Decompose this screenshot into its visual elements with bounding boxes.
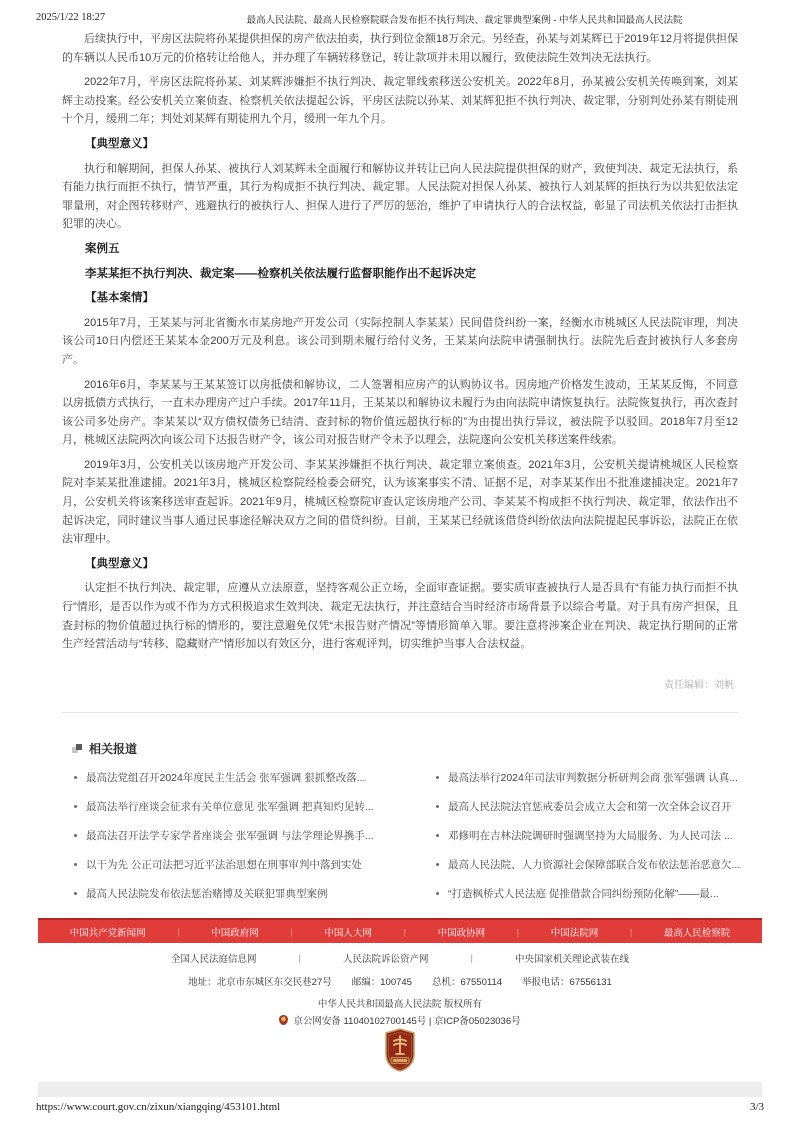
related-link[interactable]: 最高人民法院发布依法惩治赌博及关联犯罪典型案例 — [72, 887, 408, 901]
footer-beian-row — [38, 1013, 762, 1027]
related-reports-title: 相关报道 — [89, 742, 138, 756]
footer-postcode: 邮编：100745 — [351, 977, 412, 988]
bullet-icon — [74, 863, 77, 866]
related-link[interactable]: “打造枫桥式人民法庭 促推借款合同纠纷预防化解”——最... — [434, 887, 744, 901]
related-link[interactable]: 最高法举行座谈会征求有关单位意见 张军强调 把真知灼见转... — [72, 800, 408, 814]
related-reports-section — [72, 740, 744, 916]
print-footer-page-number: 3/3 — [749, 1101, 764, 1113]
related-link[interactable]: 最高法召开法学专家学者座谈会 张军强调 与法学理论界携手... — [72, 829, 408, 843]
nav-link-gov[interactable]: 中国政府网 — [211, 927, 259, 939]
nav-link-cpcnews[interactable]: 中国共产党新闻网 — [69, 927, 146, 939]
print-footer-url: https://www.court.gov.cn/zixun/xiangqing/453101.html — [36, 1101, 281, 1113]
bullet-icon — [74, 834, 77, 837]
responsible-editor: 责任编辑：刘帆 — [664, 680, 734, 691]
case-number-heading: 案例五 — [85, 242, 120, 255]
footer-copyright: 中华人民共和国最高人民法院 版权所有 — [317, 999, 483, 1010]
section-heading-typical-significance: 【典型意义】 — [85, 137, 154, 150]
nav-separator: | — [290, 926, 293, 937]
related-link[interactable]: 最高人民法院、人力资源社会保障部联合发布依法惩治恶意欠... — [434, 858, 744, 872]
nav-separator: | — [403, 926, 406, 937]
nav-separator: | — [177, 926, 180, 937]
bullet-icon — [74, 776, 77, 779]
bullet-icon — [436, 805, 439, 808]
nav-separator: | — [629, 926, 633, 937]
public-security-badge-icon — [279, 1015, 288, 1025]
footer-beian-text: 京公网安备 11040102700145号 | 京ICP备05023036号 — [293, 1016, 521, 1027]
related-link[interactable]: 邓修明在吉林法院调研时强调坚持为大局服务、为人民司法 ... — [434, 829, 744, 843]
nav-link-npc[interactable]: 中国人大网 — [324, 927, 372, 939]
nav-separator: | — [516, 926, 520, 937]
article-paragraph: 2022年7月，平房区法院将孙某、刘某辉涉嫌拒不执行判决、裁定罪线索移送公安机关。2022年8月，孙某被公安机关传唤到案，刘某辉主动投案。经公安机关立案侦查、检察机关依法提起公诉，平房区法院以孙某、刘某辉犯拒不执行判决、裁定罪，分别判处孙某有期徒刑十个月，缓刑二年；判处刘某辉有期徒刑九个月，缓刑一年九个月。 — [62, 76, 738, 126]
footer-report-phone: 举报电话：67556131 — [522, 977, 612, 988]
related-list-left — [72, 771, 408, 916]
related-link[interactable]: 最高法举行2024年司法审判数据分析研判会商 张军强调 认真... — [434, 771, 744, 785]
related-link[interactable]: 最高法党组召开2024年度民主生活会 张军强调 狠抓整改落... — [72, 771, 408, 785]
bullet-icon — [74, 805, 77, 808]
bullet-icon — [436, 776, 439, 779]
case-title-heading: 李某某拒不执行判决、裁定案——检察机关依法履行监督职能作出不起诉决定 — [85, 267, 476, 280]
footer-address: 地址：北京市东城区东交民巷27号 — [188, 977, 332, 988]
nav-link-chinacourt[interactable]: 中国法院网 — [550, 927, 599, 939]
shield-logo-icon — [384, 1028, 416, 1072]
bullet-icon — [436, 863, 439, 866]
print-datetime: 2025/1/22 18:27 — [36, 12, 106, 23]
partner-sites-navbar — [38, 918, 762, 943]
section-heading-basic-facts: 【基本案情】 — [85, 292, 154, 305]
article-body — [62, 30, 738, 660]
article-paragraph: 认定拒不执行判决、裁定罪，应遵从立法原意，坚持客观公正立场，全面审查证据。要实质审查被执行人是否具有“有能力执行而拒不执行”情形，是否以作为或不作为方式积极追求生效判决、裁定无法执行，并注意结合当时经济市场背景予以综合考量。对于具有房产担保，且查封标的物价值超过执行标的情形的，要注意避免仅凭“未报告财产情况”等情形简单入罪。要注意将涉案企业在判决、裁定执行期间的正常生产经营活动与“转移、隐藏财产”情形加以有效区分，进行客观评判，切实维护当事人合法权益。 — [62, 582, 738, 651]
footer-separator: | — [298, 952, 301, 964]
nav-link-spp[interactable]: 最高人民检察院 — [663, 927, 731, 939]
section-heading-typical-significance: 【典型意义】 — [85, 557, 154, 570]
related-reports-header — [72, 740, 744, 757]
print-footer — [36, 1101, 764, 1113]
related-list-right — [408, 771, 744, 916]
footer-switchboard: 总机：67550114 — [431, 977, 503, 988]
bullet-icon — [74, 892, 77, 895]
article-paragraph: 执行和解期间，担保人孙某、被执行人刘某辉未全面履行和解协议并转让已向人民法院提供担保的财产，致使判决、裁定无法执行，系有能力执行而拒不执行，情节严重，其行为构成拒不执行判决、裁定罪。人民法院对担保人孙某、被执行人刘某辉的拒执行为以共犯依法定罪量刑，对企图转移财产、逃避执行的被执行人、担保人进行了严厉的惩治，维护了申请执行人的合法权益，彰显了司法机关依法打击拒执犯罪的决心。 — [62, 162, 738, 231]
section-divider — [62, 712, 738, 713]
bullet-icon — [436, 834, 439, 837]
print-header — [36, 12, 764, 26]
article-paragraph: 2019年3月，公安机关以该房地产开发公司、李某某涉嫌拒不执行判决、裁定罪立案侦查。2021年3月，公安机关提请桃城区人民检察院对李某某批准逮捕。2021年3月，桃城区检察院经检委会研究，认为该案事实不清、证据不足，对李某某作出不批准逮捕决定。2021年7月，公安机关将该案移送审查起诉。2021年9月，桃城区检察院审查认定该房地产公司、李某某不构成拒不执行判决、裁定罪，依法作出不起诉决定，同时建议当事人通过民事途径解决双方之间的借贷纠纷。目前，王某某已经就该借贷纠纷依法向法院提起民事诉讼，法院正在依法审理中。 — [62, 458, 738, 546]
related-link[interactable]: 以干为先 公正司法把习近平法治思想在刑事审判中落到实处 — [72, 858, 408, 872]
footer-link-theory-online[interactable]: 中央国家机关理论武装在线 — [514, 954, 629, 965]
related-link[interactable]: 最高人民法院法官惩戒委员会成立大会和第一次全体会议召开 — [434, 800, 744, 814]
footer-address-row — [38, 974, 762, 988]
nav-link-cppcc[interactable]: 中国政协网 — [437, 927, 486, 939]
footer-link-litigation-assets[interactable]: 人民法院诉讼资产网 — [342, 954, 429, 965]
footer-separator: | — [470, 952, 473, 964]
article-paragraph: 2015年7月，王某某与河北省衡水市某房地产开发公司（实际控制人李某某）民间借贷纠纷一案，经衡水市桃城区人民法院审理，判决该公司10日内偿还王某某本金200万元及利息。该公司到期未履行给付义务，王某某向法院申请强制执行。法院先后查封被执行人多套房产。 — [62, 316, 738, 366]
article-paragraph: 后续执行中，平房区法院将孙某提供担保的房产依法拍卖，执行到位金额18万余元。另经查，孙某与刘某辉已于2019年12月将提供担保的车辆以人民币10万元的价格转让给他人，并办理了车辆转移登记，转让款项并未用以履行，致使法院生效判决无法执行。 — [62, 33, 738, 64]
page-title: 最高人民法院、最高人民检察院联合发布拒不执行判决、裁定罪典型案例 - 中华人民共和国最高人民法院 — [246, 15, 683, 26]
article-paragraph: 2016年6月，李某某与王某某签订以房抵债和解协议，二人签署相应房产的认购协议书。因房地产价格发生波动，王某某反悔，不同意以房抵债方式执行，一直未办理房产过户手续。2017年11月，王某某以和解协议未履行为由向法院申请恢复执行。法院恢复执行，再次查封该公司多处房产。李某某以“双方债权债务已结清、查封标的物价值远超执行标的”为由提出执行异议，被法院予以驳回。2018年7月至12月，桃城区法院两次向该公司下达报告财产令，该公司对报告财产令未予以理会，法院遂向公安机关移送案件线索。 — [62, 378, 738, 447]
bullet-icon — [436, 892, 439, 895]
footer-link-court-info[interactable]: 全国人民法庭信息网 — [171, 954, 257, 965]
bottom-scroll-strip — [38, 1082, 762, 1097]
footer-links-row — [38, 951, 762, 965]
court-shield-emblem — [0, 1028, 800, 1072]
related-news-icon — [72, 744, 82, 754]
